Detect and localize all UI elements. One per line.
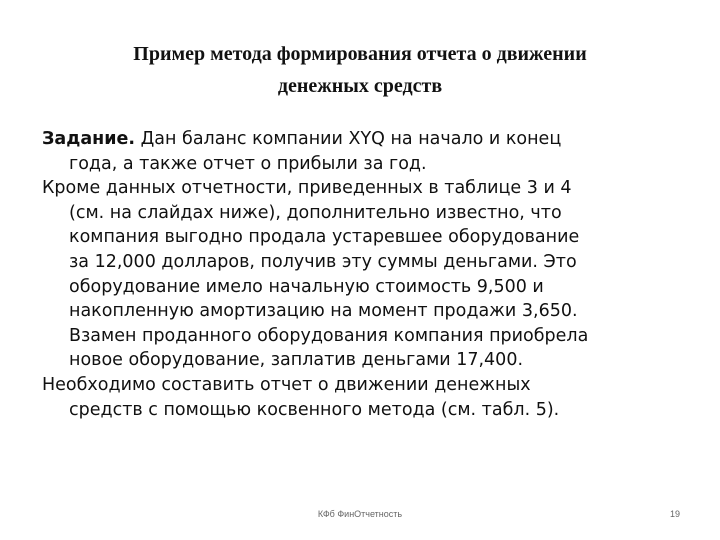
paragraph-line: накопленную амортизацию на момент продажи 3,650. <box>69 301 578 322</box>
slide-title <box>40 38 680 102</box>
paragraph-line: года, а также отчет о прибыли за год. <box>69 153 427 174</box>
paragraph-line: за 12,000 долларов, получив эту суммы деньгами. Это <box>69 251 577 272</box>
paragraph-line: средств с помощью косвенного метода (см. табл. 5). <box>69 399 560 420</box>
details-paragraph <box>42 176 682 373</box>
paragraph-line: (см. на слайдах ниже), дополнительно известно, что <box>69 202 562 223</box>
paragraph-first-line <box>42 127 682 152</box>
instruction-paragraph <box>42 373 682 422</box>
slide-body <box>42 127 682 422</box>
title-line: Пример метода формирования отчета о движении <box>133 43 587 65</box>
task-paragraph <box>42 127 682 176</box>
task-label: Задание. <box>42 129 136 149</box>
paragraph-line: Взамен проданного оборудования компания приобрела <box>69 325 589 346</box>
paragraph-line: оборудование имело начальную стоимость 9,500 и <box>69 276 544 297</box>
title-line: денежных средств <box>277 75 443 97</box>
paragraph-text: Дан баланс компании XYQ на начало и конец <box>135 129 562 149</box>
paragraph-line: новое оборудование, заплатив деньгами 17,400. <box>69 350 524 371</box>
page-number: 19 <box>669 509 680 519</box>
slide-footer: КФб ФинОтчетность <box>317 509 403 519</box>
paragraph-line: компания выгодно продала устаревшее оборудование <box>69 227 580 248</box>
paragraph-first-line: Необходимо составить отчет о движении денежных <box>42 374 531 395</box>
paragraph-first-line: Кроме данных отчетности, приведенных в таблице 3 и 4 <box>42 178 572 199</box>
